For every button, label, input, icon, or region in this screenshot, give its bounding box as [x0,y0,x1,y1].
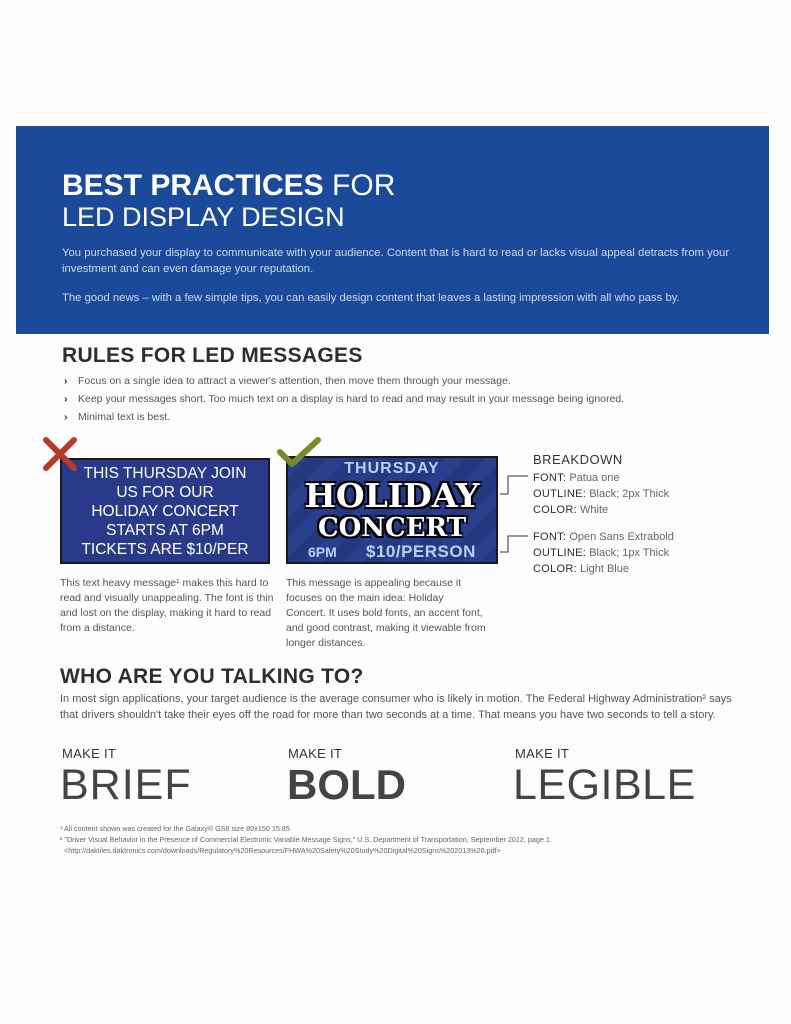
bad-sign-example [60,458,270,564]
page-title: BEST PRACTICES FOR [62,169,396,202]
who-paragraph: In most sign applications, your target audience is the average consumer who is likely in motion. The Federal Highway Administration² says that drivers shouldn't take their eyes off the road for more than two seconds at a time. That means you have two seconds to tell a story. [60,693,732,721]
good-sign-time: 6PM [308,544,337,560]
breakdown-group-1 [533,470,669,518]
rules-heading: RULES FOR LED MESSAGES [62,344,363,367]
good-sign-price: $10/PERSON [366,542,476,561]
word-bold: BOLD [287,761,406,808]
good-sign-subheadline: CONCERT [317,513,467,543]
intro-paragraph-1: You purchased your display to communicate with your audience. Content that is hard to read or lacks visual appeal detracts from your investment and can even damage your reputation. [62,247,730,275]
good-sign-headline: HOLIDAY [304,476,480,515]
footnote-1: ¹ All content shown was created for the Galaxy® GS6 size 80x150 15.85 [60,824,290,833]
make-it-label: MAKE IT [288,746,343,761]
list-item: › Minimal text is best. [64,408,744,426]
header-banner [16,126,769,334]
breakdown-row: FONT: Patua one [533,472,620,484]
list-item: › Focus on a single idea to attract a viewer's attention, then move them through your message. [64,372,744,390]
breakdown-row: COLOR: White [533,504,609,516]
bad-example-caption: This text heavy message¹ makes this hard to read and visually unappealing. The font is thin and lost on the display, making it hard to read from a distance. [60,577,274,634]
breakdown-row: COLOR: Light Blue [533,563,629,575]
breakdown-title: BREAKDOWN [533,452,623,467]
rules-list [64,372,744,426]
footnote-link: <http://daktiles.daktronics.com/downloads/Regulatory%20Resources/FHWA%20Safety%20Study%20Digital%20Signs%202013%20.pdf> [64,846,501,855]
breakdown-row: FONT: Open Sans Extrabold [533,531,674,543]
word-legible: LEGIBLE [513,761,696,809]
bad-sign-line: HOLIDAY CONCERT [91,503,239,520]
good-sign-day: THURSDAY [344,460,440,477]
breakdown-row: OUTLINE: Black; 2px Thick [533,488,670,500]
list-item: › Keep your messages short. Too much text on a display is hard to read and may result in your message being ignored. [64,390,744,408]
make-it-label: MAKE IT [515,746,570,761]
intro-paragraph-2: The good news – with a few simple tips, you can easily design content that leaves a lasting impression with all who pass by. [62,292,680,304]
good-sign-example [286,456,498,564]
bad-sign-line: STARTS AT 6PM [106,522,224,539]
chevron-right-icon: › [64,411,68,423]
breakdown-row: OUTLINE: Black; 1px Thick [533,547,670,559]
bad-sign-line: US FOR OUR [116,484,214,501]
chevron-right-icon: › [64,375,68,387]
who-heading: WHO ARE YOU TALKING TO? [60,665,364,688]
chevron-right-icon: › [64,393,68,405]
page-subtitle: LED DISPLAY DESIGN [62,202,345,232]
make-it-label: MAKE IT [62,746,117,761]
check-icon [276,436,322,470]
breakdown-group-2 [533,529,674,577]
bad-sign-line: THIS THURSDAY JOIN [83,465,247,482]
good-example-caption: This message is appealing because it focuses on the main idea: Holiday Concert. It uses bold fonts, an accent font, and good contrast, making it viewable from longer distances. [286,577,486,649]
bad-sign-line: TICKETS ARE $10/PER [81,541,249,558]
breakdown-connector [498,470,534,562]
x-icon [42,436,78,472]
footnote-2: ² "Driver Visual Behavior in the Presence of Commercial Electronic Variable Message Signs," U.S. Department of Transportation, September 2012, page 1. [60,835,552,844]
word-brief: BRIEF [60,761,192,809]
